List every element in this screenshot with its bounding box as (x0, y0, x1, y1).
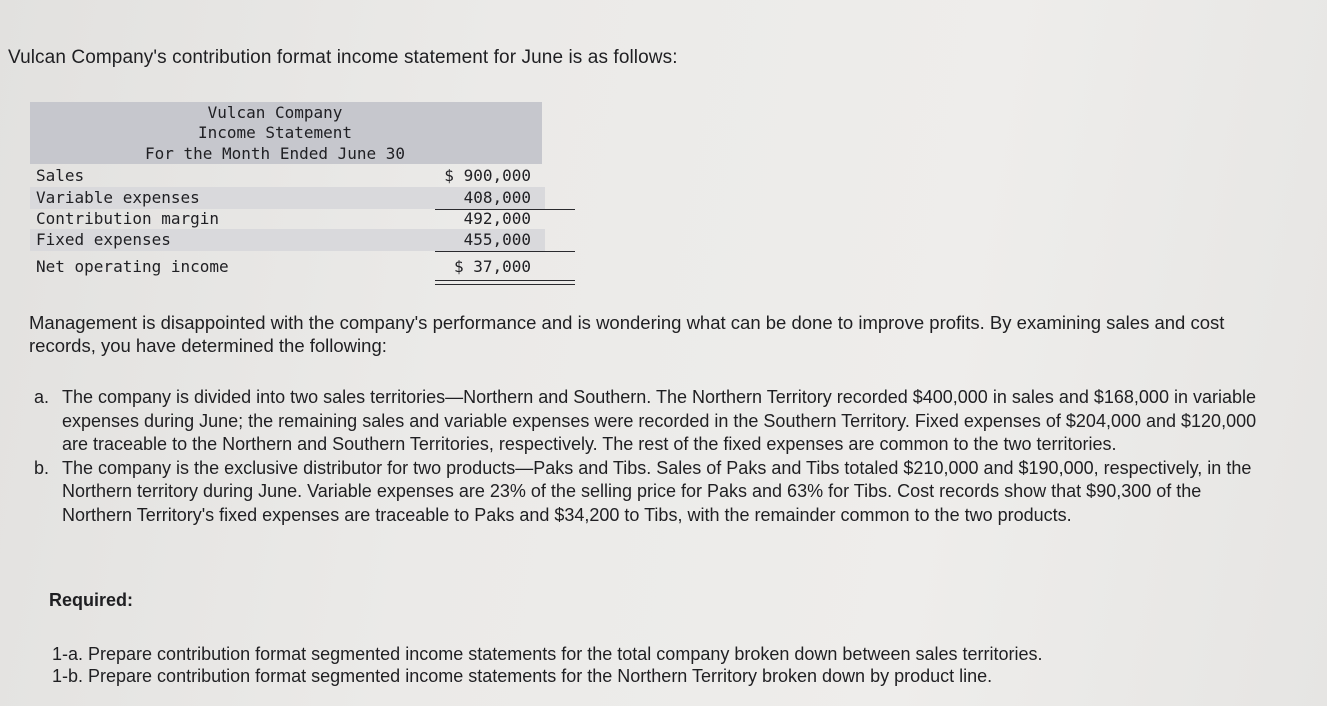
task-item: 1-a. Prepare contribution format segmented income statements for the total company broken down between sales territories. (52, 644, 1043, 664)
list-item (34, 457, 1264, 528)
statement-period: For the Month Ended June 30 (144, 144, 406, 163)
statement-row-sales (30, 165, 545, 187)
row-value: $ 900,000 (444, 166, 531, 185)
list-item (34, 386, 1264, 457)
item-letter: b. (34, 457, 50, 478)
statement-row-contribution-margin (30, 208, 545, 230)
item-text: The company is the exclusive distributor for two products—Paks and Tibs. Sales of Paks and Tibs totaled $210,000 and $190,000, respectively, in the Northern territory during June. Variable expenses are 23% of the selling price for Paks and 63% for Tibs. Cost records show that $90,300 of the Northern Territory's fixed expenses are traceable to Paks and $34,200 to Tibs, with the remainder common to the two products. (62, 457, 1252, 525)
statement-header (30, 102, 542, 164)
row-label: Variable expenses (36, 188, 200, 207)
row-label: Contribution margin (36, 209, 220, 228)
row-value: 455,000 (463, 230, 531, 249)
double-rule-top (435, 280, 575, 281)
row-value: 492,000 (463, 209, 531, 228)
management-paragraph: Management is disappointed with the company's performance and is wondering what can be done to improve profits. By examining sales and cost records, you have determined the following: (29, 312, 1225, 356)
row-value: 408,000 (463, 188, 531, 207)
statement-title: Income Statement (197, 123, 353, 142)
findings-list (34, 386, 1264, 527)
subtotal-rule (435, 251, 575, 252)
row-label: Fixed expenses (36, 230, 171, 249)
statement-row-variable-expenses (30, 187, 545, 209)
item-text: The company is divided into two sales territories—Northern and Southern. The Northern Territory recorded $400,000 in sales and $168,000 in variable expenses during June; the remaining sales and variable expenses were recorded in the Southern Territory. Fixed expenses of $204,000 and $120,000 are traceable to the Northern and Southern Territories, respectively. The rest of the fixed expenses are common to the two territories. (62, 387, 1257, 454)
statement-row-fixed-expenses (30, 229, 545, 251)
item-letter: a. (34, 387, 50, 407)
statement-company: Vulcan Company (207, 103, 343, 122)
intro-text: Vulcan Company's contribution format income statement for June is as follows: (8, 47, 678, 68)
row-label: Net operating income (36, 257, 229, 276)
required-label: Required: (49, 590, 134, 610)
task-item: 1-b. Prepare contribution format segmented income statements for the Northern Territory broken down by product line. (52, 666, 993, 686)
row-label: Sales (36, 166, 85, 185)
row-value: $ 37,000 (453, 257, 531, 276)
double-rule-bottom (435, 284, 575, 285)
tasks-list (52, 643, 1043, 687)
statement-row-net-operating-income (30, 256, 545, 278)
